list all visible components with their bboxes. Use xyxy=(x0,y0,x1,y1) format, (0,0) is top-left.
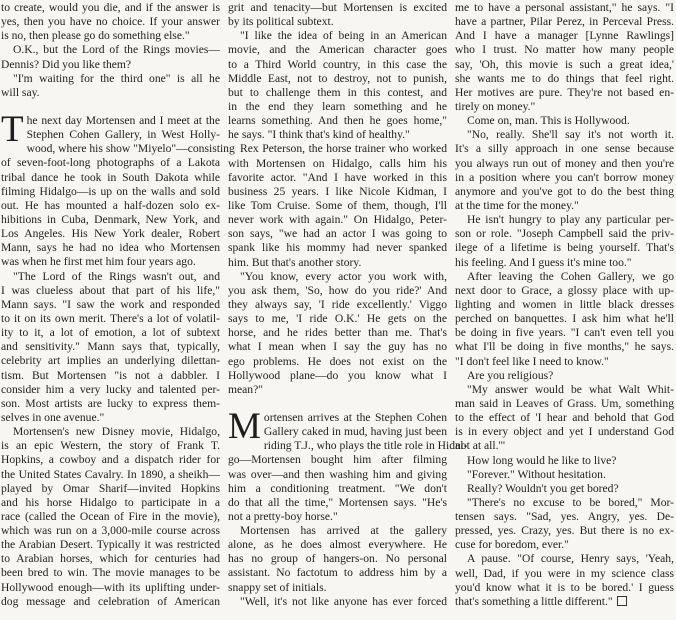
text-line: go—Mortensen bought him after filming xyxy=(228,453,447,467)
paragraph xyxy=(455,128,674,213)
text-line: of seven-foot-long photographs of a Lakota xyxy=(1,156,220,170)
text-line: what I'll be doing in five months," he says. xyxy=(455,340,674,354)
text-line: "I don't feel like I need to know." xyxy=(455,354,609,368)
text-line: celebrity art implies an underlying dilettan- xyxy=(1,354,220,368)
text-line: Los Angeles. His New York dealer, Robert xyxy=(1,227,220,241)
paragraph xyxy=(228,270,447,397)
text-line: to create, would you die, and if the answer is xyxy=(1,1,220,14)
text-line: Her motives are pure. They're not based en- xyxy=(455,85,674,99)
text-line: they always say, 'I ride excellently.' Viggo xyxy=(228,297,447,311)
paragraph xyxy=(455,383,674,454)
text-line: "No, really. She'll say it's not worth it. xyxy=(467,128,674,142)
article-column-3 xyxy=(455,1,674,609)
text-line: Hollywood plane—do you know what I xyxy=(228,368,447,382)
paragraph xyxy=(1,425,220,609)
text-line: grit and tenacity—but Mortensen is excited xyxy=(228,1,447,14)
text-line: in a position where you can't borrow money xyxy=(455,170,674,184)
text-line: ego problems. He does not exist on the xyxy=(228,354,447,368)
text-line: man said in Leaves of Grass. Um, something xyxy=(455,396,674,410)
text-line: "I like the idea of being in an American xyxy=(240,29,447,43)
text-line: with Mortensen on Hidalgo, calls him his xyxy=(228,156,447,170)
text-line: well, Dad, if you were in my science class xyxy=(455,566,674,580)
text-line: in the end they learn something and he xyxy=(228,99,447,113)
text-line: It's a silly approach in one sense because xyxy=(455,142,674,156)
text-line: consider him a very lucky and talented per- xyxy=(1,382,220,396)
text-line: been bred to win. The movie manages to be xyxy=(1,566,220,580)
text-line: him a conditioning treatment. "We don't xyxy=(228,481,447,495)
text-line: me to have a personal assistant," he says. "I xyxy=(455,1,674,14)
text-line: will say. xyxy=(1,85,40,99)
text-line: assistant. No factotum to address him by a xyxy=(228,566,447,580)
end-of-article-icon xyxy=(617,596,627,606)
text-line: "My answer would be what Walt Whit- xyxy=(467,382,674,396)
text-line: never work with again." On Hidalgo, Peter- xyxy=(228,213,447,227)
text-line: you ask them, 'So, how do you ride?' And xyxy=(228,283,447,297)
text-line: Come on, man. This is Hollywood. xyxy=(467,114,630,128)
text-line: to it on its own merit. There's a lot of volatil- xyxy=(1,311,220,325)
text-line: and sensitivity." Mann says that, typically, xyxy=(1,340,220,354)
paragraph xyxy=(1,1,220,43)
text-line: ortensen arrives at the Stephen Cohen xyxy=(263,410,447,424)
text-line: be doing in five years. "I can't even tell you xyxy=(455,326,674,340)
text-line: at the time for the money." xyxy=(455,198,579,212)
text-line: mean?" xyxy=(228,382,263,396)
text-line: He isn't hungry to play any particular per- xyxy=(467,213,674,227)
text-line: ity to it, a lot of emotion, a lot of subtext xyxy=(1,326,220,340)
paragraph xyxy=(1,108,235,270)
drop-cap: M xyxy=(228,405,261,447)
text-line: tribal dance he took in South Dakota while xyxy=(1,170,220,184)
text-line: learns something. And then he goes home," xyxy=(228,114,447,128)
drop-cap: T xyxy=(1,108,24,150)
text-line: race (called the Ocean of Fire in the movie), xyxy=(1,509,220,523)
text-line: Dennis? Did you like them? xyxy=(1,57,132,71)
text-line: lighting and women in little black dresses xyxy=(455,297,674,311)
text-line: son. Most artists are lucky to express them- xyxy=(1,396,220,410)
text-line: what I mean when I say the guy has no xyxy=(228,340,447,354)
text-line: son or role. "Joseph Campbell said the priv- xyxy=(455,227,674,241)
text-line: pressed, yes. Crazy, yes. But there is no ex- xyxy=(455,524,674,538)
text-line: dog message and celebration of American xyxy=(1,594,220,608)
paragraph xyxy=(455,1,674,114)
text-line: Hollywood enough—with its uplifting under- xyxy=(1,580,220,594)
text-line: say, 'Oh, this movie is such a great idea,' xyxy=(455,57,674,71)
text-line: spank like his mommy had never spanked xyxy=(228,241,447,255)
text-line: is an epic Western, the story of Frank T. xyxy=(1,439,220,453)
text-line: have a partner, Pilar Perez, in Perceval Press. xyxy=(455,15,674,29)
text-line: the Arabian Desert. Typically it was restricted xyxy=(1,538,220,552)
text-line: says to me, 'I ride O.K.' He gets on the xyxy=(228,312,447,326)
text-line: to Arabian horses, which for centuries had xyxy=(1,552,220,566)
text-line: Really? Wouldn't you get bored? xyxy=(467,481,619,495)
text-line: tism. But Mortensen "is not a dabbler. I xyxy=(1,368,220,382)
text-line: son says, "we had an actor I was going to xyxy=(228,227,447,241)
text-line: which was run on a 3,000-mile course across xyxy=(1,524,220,538)
text-line: to the effect of 'I hear and behold that God xyxy=(455,411,674,425)
article-column-2 xyxy=(228,1,468,609)
paragraph xyxy=(228,1,447,29)
text-line: him. But that's another story. xyxy=(228,255,362,269)
article-column-1 xyxy=(1,1,235,609)
text-line: he next day Mortensen and I meet at the xyxy=(26,113,220,127)
text-line: has no group of hangers-on. No personal xyxy=(228,552,447,566)
paragraph xyxy=(455,213,674,270)
text-line: Rex Peterson, the horse trainer who worked xyxy=(240,142,447,156)
paragraph xyxy=(455,468,674,482)
paragraph xyxy=(455,482,674,496)
text-line: favorite actor. "And I have worked in this xyxy=(228,170,447,184)
text-line: she wants me to do things that feel right. xyxy=(455,71,674,85)
text-line: "The Lord of the Rings wasn't out, and xyxy=(13,269,220,283)
text-line: How long would he like to live? xyxy=(467,453,617,467)
text-line: yes, then you have no choice. If your answer xyxy=(1,15,220,29)
text-line: next door to Grace, a glossy place with up- xyxy=(455,283,674,297)
text-line: Middle East, not to destroy, not to punish, xyxy=(228,71,447,85)
text-line: snappy set of initials. xyxy=(228,580,327,594)
paragraph xyxy=(1,270,220,426)
text-line: tirely on money." xyxy=(455,99,536,113)
text-line: hibitions in Cuba, Denmark, New York, and xyxy=(1,212,220,226)
text-line: Mortensen's new Disney movie, Hidalgo, xyxy=(13,425,220,439)
text-line: anymore and you've got to do the best thing xyxy=(455,184,674,198)
text-line: Are you religious? xyxy=(467,368,554,382)
text-line: the United States Cavalry. In 1890, a sheikh— xyxy=(1,467,220,481)
text-line: do that all the time," Mortensen says. "He's xyxy=(228,495,447,509)
text-line: Mann, says he had no idea who Mortensen xyxy=(1,241,220,255)
text-line: his feeling. And I guess it's mine too." xyxy=(455,255,632,269)
text-line: cuse for boredom, ever." xyxy=(455,538,569,552)
text-line: was over—and then washing him and giving xyxy=(228,467,447,481)
paragraph xyxy=(455,114,674,128)
paragraph xyxy=(1,72,220,100)
paragraph xyxy=(1,43,220,71)
text-line: movie, and the American character goes xyxy=(228,43,447,57)
text-line: was when he first met him four years ago. xyxy=(1,255,196,269)
text-line: tensen says. "Sad, yes. Angry, yes. De- xyxy=(455,510,674,524)
text-line: After leaving the Cohen Gallery, we go xyxy=(467,269,674,283)
section-break xyxy=(1,100,220,114)
paragraph xyxy=(228,524,447,595)
text-line: Hopkins, a cowboy and a dispatch rider for xyxy=(1,453,220,467)
paragraph xyxy=(455,454,674,468)
paragraph xyxy=(455,496,674,553)
text-line: wood, where his show "Miyelo"—consisting xyxy=(26,142,235,156)
text-line: Stephen Cohen Gallery, in West Holly- xyxy=(26,128,220,142)
text-line: business 25 years. I like Nicole Kidman, I xyxy=(228,184,447,198)
paragraph xyxy=(228,405,468,524)
text-line: And I have a manager [Lynne Rawlings] xyxy=(455,29,674,43)
text-line: he says. "I think that's kind of healthy." xyxy=(228,128,410,142)
text-line: Mann says. "I saw the work and responded xyxy=(1,297,220,311)
text-line: riding T.J., who plays the title role in Hidal- xyxy=(263,439,468,453)
text-line: by its political subtext. xyxy=(228,15,334,29)
text-line: to a Third World country, in this case the xyxy=(228,57,447,71)
text-line: not a pretty-boy horse." xyxy=(228,509,338,523)
paragraph xyxy=(455,369,674,383)
text-line: is in every object and yet I understand God xyxy=(455,425,674,439)
text-line: that's something a little different." xyxy=(455,595,674,609)
text-line: "You know, every actor you work with, xyxy=(240,269,447,283)
paragraph xyxy=(455,552,674,609)
text-line: "There's no excuse to be bored," Mor- xyxy=(467,495,674,509)
text-line: selves in one avenue." xyxy=(1,410,105,424)
text-line: you always run out of money and then you're xyxy=(455,156,674,170)
text-line: perched on banquettes. I ask him what he'll xyxy=(455,312,674,326)
text-line: "Well, it's not like anyone has ever forced xyxy=(240,594,447,608)
text-line: and his horse Hidalgo to participate in a xyxy=(1,495,220,509)
text-line: out. He has mounted a half-dozen solo ex- xyxy=(1,198,220,212)
text-line: ilege of a lifetime is being yourself. That's xyxy=(455,241,674,255)
text-line: O.K., but the Lord of the Rings movies— xyxy=(13,43,220,57)
text-line: alone, as he does almost everywhere. He xyxy=(228,538,447,552)
text-line: "Forever." Without hesitation. xyxy=(467,467,606,481)
paragraph xyxy=(455,270,674,369)
text-line: Gallery caked in mud, having just been xyxy=(263,425,447,439)
text-line: "I'm waiting for the third one" is all he xyxy=(13,71,220,85)
text-line: like Tom Cruise. Some of them, though, I'll xyxy=(228,198,447,212)
text-line: horse, and he rides better than me. That's xyxy=(228,326,447,340)
paragraph xyxy=(228,595,447,609)
text-line: A pause. "Of course, Henry says, 'Yeah, xyxy=(467,552,674,566)
text-line: Mortensen has arrived at the gallery xyxy=(240,524,447,538)
text-line: but to challenge them in this contest, and xyxy=(228,85,447,99)
text-line: filming Hidalgo—is up on the walls and sold xyxy=(1,184,220,198)
text-line: I was clueless about that part of his life," xyxy=(1,283,220,297)
text-line: is no, then please go do something else." xyxy=(1,29,190,43)
paragraph xyxy=(228,29,447,142)
text-line: not at all.'" xyxy=(455,439,506,453)
text-line: who I trust. No matter how many people xyxy=(455,43,674,57)
text-line: played by Omar Sharif—invited Hopkins xyxy=(1,481,220,495)
text-line: you'd know what it is to be bored.' I guess xyxy=(455,580,674,594)
paragraph xyxy=(228,142,447,269)
